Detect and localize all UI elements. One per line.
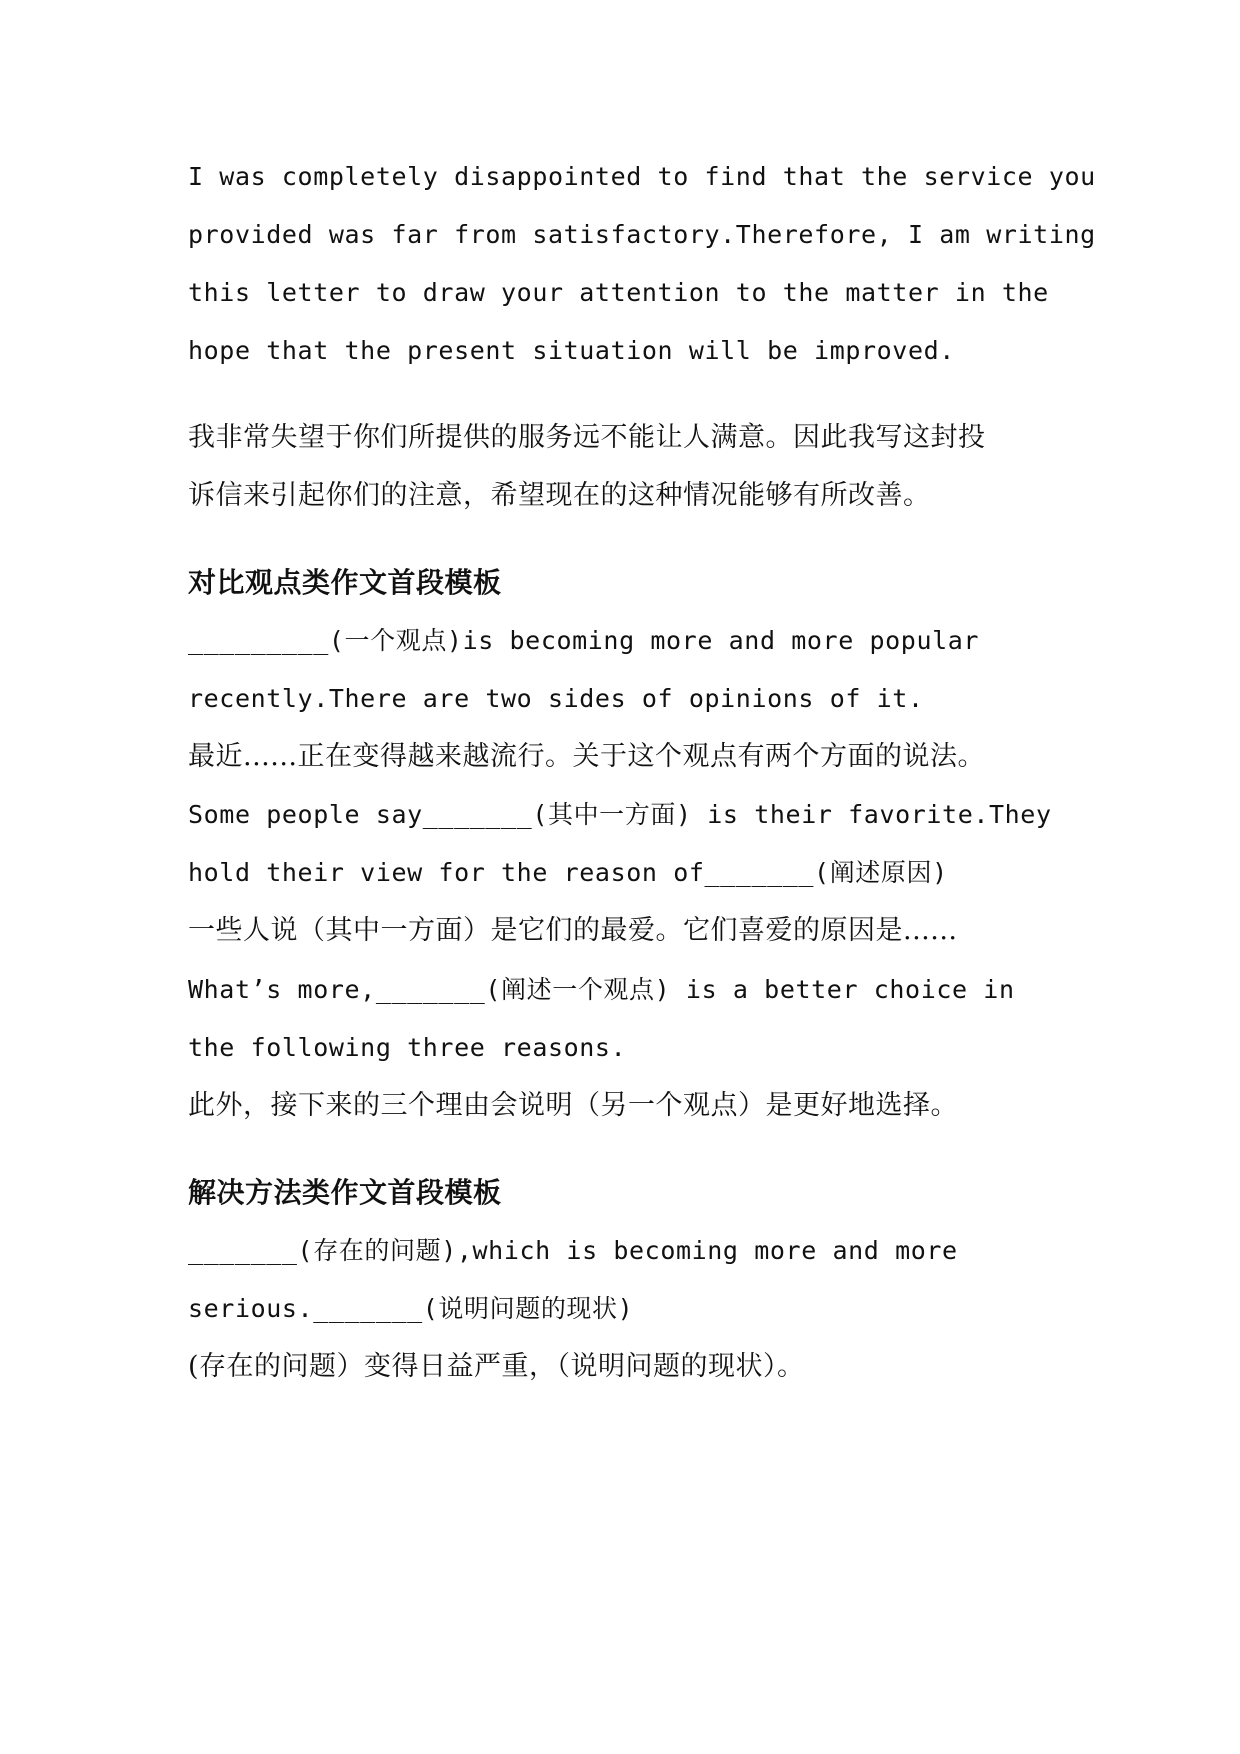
paragraph-line: provided was far from satisfactory.Therefore, I am writing xyxy=(188,220,1096,249)
section-heading-contrast: 对比观点类作文首段模板 xyxy=(188,566,502,599)
template-line: recently.There are two sides of opinions of it. xyxy=(188,684,924,713)
paragraph-line: I was completely disappointed to find that the service you xyxy=(188,162,1096,191)
translation-line: 诉信来引起你们的注意，希望现在的这种情况能够有所改善。 xyxy=(188,480,931,511)
translation-line: 此外，接下来的三个理由会说明（另一个观点）是更好地选择。 xyxy=(188,1090,958,1121)
template-line: _________(一个观点)is becoming more and more popular xyxy=(188,626,980,655)
template-line: hold their view for the reason of_______(阐述原因) xyxy=(188,858,948,887)
template-line: the following three reasons. xyxy=(188,1033,627,1062)
template-line: _______(存在的问题),which is becoming more and more xyxy=(188,1236,958,1265)
translation-line: 最近......正在变得越来越流行。关于这个观点有两个方面的说法。 xyxy=(188,741,985,772)
template-line: serious._______(说明问题的现状) xyxy=(188,1294,634,1323)
template-line: What’s more,_______(阐述一个观点) is a better choice in xyxy=(188,975,1015,1004)
paragraph-line: hope that the present situation will be improved. xyxy=(188,336,955,365)
template-line: Some people say_______(其中一方面) is their favorite.They xyxy=(188,800,1052,829)
translation-line: 我非常失望于你们所提供的服务远不能让人满意。因此我写这封投 xyxy=(188,422,986,453)
translation-line: (存在的问题）变得日益严重，（说明问题的现状）。 xyxy=(188,1351,805,1382)
translation-line: 一些人说（其中一方面）是它们的最爱。它们喜爱的原因是...... xyxy=(188,915,958,946)
section-heading-solution: 解决方法类作文首段模板 xyxy=(188,1176,502,1209)
paragraph-line: this letter to draw your attention to the matter in the xyxy=(188,278,1049,307)
